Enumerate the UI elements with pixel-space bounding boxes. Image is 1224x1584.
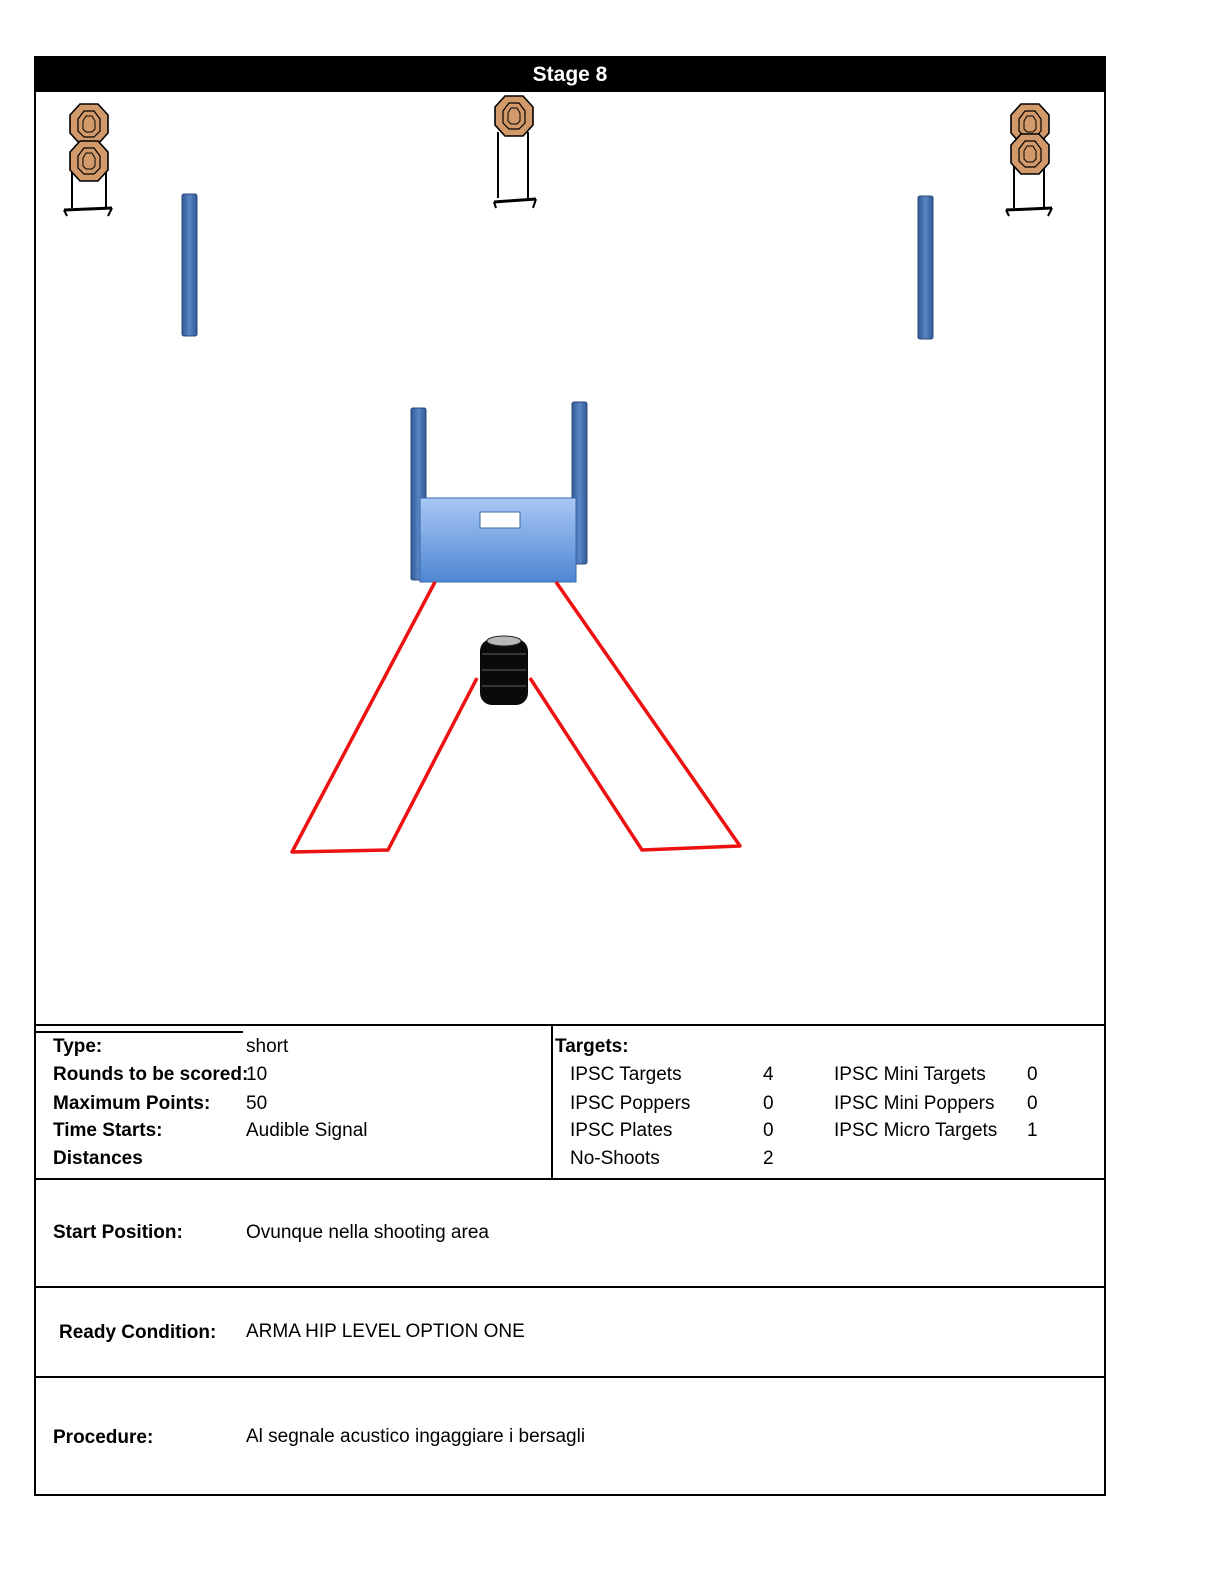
barricade-port bbox=[480, 512, 520, 528]
target-stand-center bbox=[494, 96, 536, 208]
target-stand-left bbox=[64, 104, 112, 216]
mini-targets-value: 0 bbox=[1027, 1064, 1038, 1085]
procedure-value: Al segnale acustico ingaggiare i bersagli bbox=[246, 1426, 586, 1447]
mini-targets-label: IPSC Mini Targets bbox=[834, 1064, 986, 1085]
divider-procedure-top bbox=[36, 1376, 1104, 1378]
stage-diagram bbox=[36, 92, 1104, 1026]
ready-condition-value: ARMA HIP LEVEL OPTION ONE bbox=[246, 1321, 525, 1342]
barrel-icon bbox=[480, 636, 528, 705]
no-shoots-value: 2 bbox=[763, 1148, 774, 1169]
ipsc-targets-label: IPSC Targets bbox=[570, 1064, 682, 1085]
rounds-label: Rounds to be scored: bbox=[53, 1064, 249, 1085]
wall-left bbox=[182, 194, 197, 336]
header-underline bbox=[36, 1031, 243, 1033]
ipsc-plates-label: IPSC Plates bbox=[570, 1120, 673, 1141]
ipsc-plates-value: 0 bbox=[763, 1120, 774, 1141]
micro-targets-label: IPSC Micro Targets bbox=[834, 1120, 998, 1141]
target-stand-right bbox=[1006, 104, 1052, 216]
start-position-value: Ovunque nella shooting area bbox=[246, 1222, 489, 1243]
micro-targets-value: 1 bbox=[1027, 1120, 1038, 1141]
distances-label: Distances bbox=[53, 1148, 143, 1169]
mini-poppers-value: 0 bbox=[1027, 1093, 1038, 1114]
type-value: short bbox=[246, 1036, 289, 1057]
divider-start-top bbox=[36, 1178, 1104, 1180]
max-points-label: Maximum Points: bbox=[53, 1093, 211, 1114]
barricade-with-port bbox=[420, 498, 576, 582]
ipsc-target-icon bbox=[70, 104, 108, 144]
targets-heading: Targets: bbox=[555, 1036, 629, 1057]
start-position-label: Start Position: bbox=[53, 1222, 183, 1243]
rounds-value: 10 bbox=[246, 1064, 268, 1085]
ipsc-poppers-value: 0 bbox=[763, 1093, 774, 1114]
divider-ready-top bbox=[36, 1286, 1104, 1288]
time-starts-label: Time Starts: bbox=[53, 1120, 163, 1141]
mini-poppers-label: IPSC Mini Poppers bbox=[834, 1093, 995, 1114]
no-shoots-label: No-Shoots bbox=[570, 1148, 660, 1169]
ready-condition-label: Ready Condition: bbox=[59, 1322, 217, 1343]
time-starts-value: Audible Signal bbox=[246, 1120, 368, 1141]
stage-title: Stage 8 bbox=[36, 58, 1104, 92]
ipsc-target-icon bbox=[495, 96, 533, 136]
max-points-value: 50 bbox=[246, 1093, 268, 1114]
ipsc-target-icon bbox=[1011, 134, 1049, 174]
info-column-divider bbox=[551, 1026, 553, 1180]
stage-sheet bbox=[34, 56, 1106, 1496]
ipsc-poppers-label: IPSC Poppers bbox=[570, 1093, 691, 1114]
procedure-label: Procedure: bbox=[53, 1427, 154, 1448]
ipsc-target-icon bbox=[70, 141, 108, 181]
wall-right bbox=[918, 196, 933, 339]
type-label: Type: bbox=[53, 1036, 103, 1057]
fault-line-right bbox=[530, 582, 740, 850]
fault-line-left bbox=[292, 582, 477, 852]
ipsc-targets-value: 4 bbox=[763, 1064, 774, 1085]
divider-info-top bbox=[36, 1024, 1104, 1026]
